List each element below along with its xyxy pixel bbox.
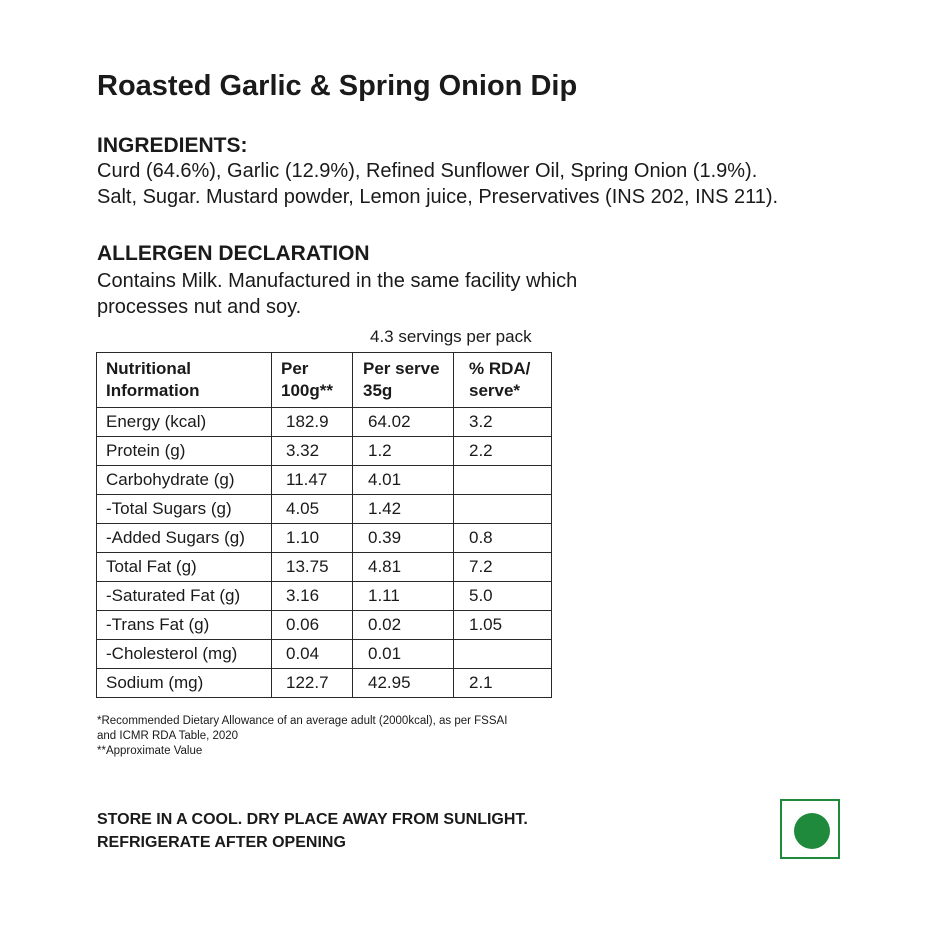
nutrient-name: Sodium (mg) xyxy=(97,669,272,698)
table-row xyxy=(97,524,552,553)
nutrient-name: Total Fat (g) xyxy=(97,553,272,582)
allergen-text xyxy=(97,268,577,320)
storage-line: REFRIGERATE AFTER OPENING xyxy=(97,834,346,851)
header-line: 100g** xyxy=(281,381,333,400)
per-serve-value: 42.95 xyxy=(353,669,454,698)
per-serve-value: 4.81 xyxy=(353,553,454,582)
header-rda-per-serve xyxy=(454,353,552,408)
nutrient-name: -Trans Fat (g) xyxy=(97,611,272,640)
header-per-serve xyxy=(353,353,454,408)
rda-value xyxy=(454,640,552,669)
per-serve-value: 4.01 xyxy=(353,466,454,495)
rda-value: 1.05 xyxy=(454,611,552,640)
per-serve-value: 1.2 xyxy=(353,437,454,466)
per-100g-value: 3.16 xyxy=(272,582,353,611)
nutrient-name: -Total Sugars (g) xyxy=(97,495,272,524)
per-serve-value: 1.11 xyxy=(353,582,454,611)
rda-value: 3.2 xyxy=(454,408,552,437)
header-line: Per serve xyxy=(363,359,440,378)
rda-value: 2.2 xyxy=(454,437,552,466)
allergen-line: Contains Milk. Manufactured in the same facility which xyxy=(97,270,578,292)
table-row xyxy=(97,611,552,640)
rda-value: 5.0 xyxy=(454,582,552,611)
header-line: serve* xyxy=(469,381,521,400)
header-line: Information xyxy=(106,381,200,400)
header-line: % RDA/ xyxy=(469,359,531,378)
storage-instructions xyxy=(97,808,528,854)
per-100g-value: 11.47 xyxy=(272,466,353,495)
footnote-line: *Recommended Dietary Allowance of an average adult (2000kcal), as per FSSAI xyxy=(97,715,508,727)
storage-line: STORE IN A COOL. DRY PLACE AWAY FROM SUNLIGHT. xyxy=(97,811,528,828)
nutrient-name: Protein (g) xyxy=(97,437,272,466)
table-row xyxy=(97,437,552,466)
vegetarian-mark-icon xyxy=(780,799,840,859)
table-row xyxy=(97,466,552,495)
rda-value: 7.2 xyxy=(454,553,552,582)
per-serve-value: 0.02 xyxy=(353,611,454,640)
allergen-heading: ALLERGEN DECLARATION xyxy=(97,242,370,265)
header-line: Per xyxy=(281,359,309,378)
servings-per-pack: 4.3 servings per pack xyxy=(370,327,532,346)
nutrient-name: Carbohydrate (g) xyxy=(97,466,272,495)
per-100g-value: 4.05 xyxy=(272,495,353,524)
per-100g-value: 1.10 xyxy=(272,524,353,553)
per-100g-value: 182.9 xyxy=(272,408,353,437)
nutrient-name: Energy (kcal) xyxy=(97,408,272,437)
per-100g-value: 0.04 xyxy=(272,640,353,669)
per-serve-value: 64.02 xyxy=(353,408,454,437)
product-title: Roasted Garlic & Spring Onion Dip xyxy=(97,70,578,102)
header-per-100g xyxy=(272,353,353,408)
nutrient-name: -Added Sugars (g) xyxy=(97,524,272,553)
rda-value xyxy=(454,495,552,524)
per-100g-value: 122.7 xyxy=(272,669,353,698)
per-serve-value: 1.42 xyxy=(353,495,454,524)
rda-value: 2.1 xyxy=(454,669,552,698)
table-row xyxy=(97,553,552,582)
per-100g-value: 0.06 xyxy=(272,611,353,640)
table-row xyxy=(97,582,552,611)
nutrition-header-row xyxy=(97,353,552,408)
rda-value: 0.8 xyxy=(454,524,552,553)
ingredients-heading: INGREDIENTS: xyxy=(97,134,248,157)
table-row xyxy=(97,495,552,524)
vegetarian-dot xyxy=(794,813,830,849)
footnote-line: and ICMR RDA Table, 2020 xyxy=(97,730,239,742)
per-100g-value: 13.75 xyxy=(272,553,353,582)
ingredients-text xyxy=(97,158,778,210)
nutrient-name: -Saturated Fat (g) xyxy=(97,582,272,611)
nutrient-name: -Cholesterol (mg) xyxy=(97,640,272,669)
allergen-line: processes nut and soy. xyxy=(97,296,302,318)
footnotes xyxy=(97,714,507,759)
table-row xyxy=(97,640,552,669)
footnote-line: **Approximate Value xyxy=(97,745,203,757)
ingredients-line: Curd (64.6%), Garlic (12.9%), Refined Sunflower Oil, Spring Onion (1.9%). xyxy=(97,160,758,182)
table-row xyxy=(97,408,552,437)
per-serve-value: 0.39 xyxy=(353,524,454,553)
ingredients-line: Salt, Sugar. Mustard powder, Lemon juice, Preservatives (INS 202, INS 211). xyxy=(97,186,779,208)
rda-value xyxy=(454,466,552,495)
header-line: 35g xyxy=(363,381,393,400)
nutrition-table xyxy=(96,352,552,698)
per-serve-value: 0.01 xyxy=(353,640,454,669)
header-line: Nutritional xyxy=(106,359,191,378)
header-nutritional-information xyxy=(97,353,272,408)
table-row xyxy=(97,669,552,698)
per-100g-value: 3.32 xyxy=(272,437,353,466)
